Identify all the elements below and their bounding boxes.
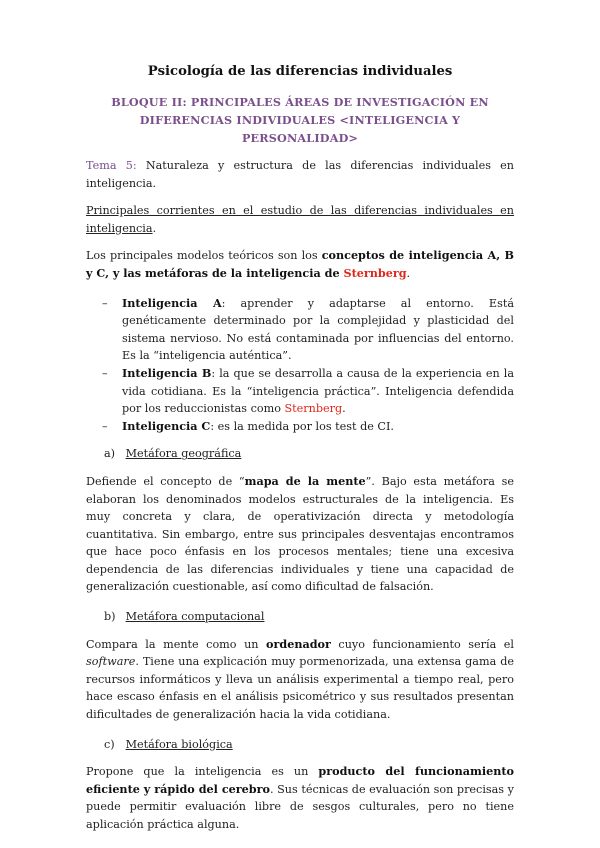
bloque-heading [86,93,514,147]
para-mid: cuyo funcionamiento sería el [330,637,514,651]
list-item [122,295,514,365]
tema-text: Naturaleza y estructura de las diferencias individuales en inteligencia. [86,159,515,190]
item-text: : aprender y adaptarse al entorno. Está genéticamente determinado por la complejidad y plasticidad del sistema nervioso. No está contaminada por influencias del entorno. Es la “inteligencia auténtica”. [122,296,514,363]
metaphor-title: Metáfora computacional [125,610,265,624]
metaphor-heading-a [86,445,514,463]
para-post: . Sus técnicas de evaluación son precisas y puede permitir evaluación libre de sesgos culturales, pero no tiene aplicación práctica alguna. [86,782,514,831]
metaphor-paragraph-c [86,763,514,833]
tema-label: Tema 5: [86,159,137,172]
document-title: Psicología de las diferencias individuales [147,64,453,79]
para-pre: Compara la mente como un [86,637,267,651]
metaphor-title: Metáfora biológica [125,737,233,751]
intro-author: Sternberg [343,265,407,280]
tema-line [86,157,514,192]
item-label: Inteligencia B [122,365,212,380]
metaphor-title: Metáfora geográfica [125,447,242,461]
intro-bold: conceptos de inteligencia A, B y C, y las metáforas de la inteligencia de [86,248,514,280]
item-label: Inteligencia A [122,295,222,310]
para-bold: mapa de la mente [244,473,366,488]
list-item [122,418,514,436]
para-post: ”. Bajo esta metáfora se elaboran los denominados modelos estructurales de la inteligencia. Es muy concreta y clara, de operativización directa y metodología cuantitativa. Sin embargo, entre sus principales desventajas encontramos que hace poco énfasis en los procesos mentales; tiene una excesiva dependencia de las diferencias individuales y tiene una capacidad de generalización cuestionable, así como dificultad de falsación. [86,474,514,594]
metaphor-letter: a) [104,447,116,461]
bloque-line-1: BLOQUE II: PRINCIPALES ÁREAS DE INVESTIGACIÓN EN [111,95,489,109]
para-bold: producto del funcionamiento eficiente y rápido del cerebro [86,764,514,796]
para-italic: software [86,655,136,669]
bloque-line-2: DIFERENCIAS INDIVIDUALES <INTELIGENCIA Y PERSONALIDAD> [139,113,461,145]
intro-paragraph [86,247,514,282]
metaphor-paragraph-a [86,473,514,596]
intro-post: . [406,266,411,280]
metaphor-heading-c [86,736,514,754]
intro-pre: Los principales modelos teóricos son los [86,249,322,263]
para-pre: Defiende el concepto de “ [86,474,245,488]
item-author: Sternberg [284,402,343,416]
section-heading-end: . [152,221,157,235]
para-pre: Propone que la inteligencia es un [86,765,319,779]
para-post: . Tiene una explicación muy pormenorizada, una extensa gama de recursos informáticos y lleva un análisis experimental a tiempo real, pero hace escaso énfasis en el análisis psicométrico y sus resultados presentan dificultades de generalización hacia la vida cotidiana. [86,655,514,722]
metaphor-letter: c) [104,737,115,751]
metaphor-paragraph-b [86,636,514,724]
item-end: . [342,402,346,416]
para-bold: ordenador [266,636,331,651]
item-text: : es la medida por los test de CI. [210,419,394,433]
metaphor-heading-b [86,608,514,626]
intelligence-list [86,295,514,436]
metaphor-letter: b) [104,610,116,624]
list-item [122,365,514,418]
section-heading [86,202,514,237]
section-heading-text: Principales corrientes en el estudio de las diferencias individuales en inteligencia [86,204,514,235]
document-page [86,64,514,846]
item-label: Inteligencia C [122,418,211,433]
item-text: : la que se desarrolla a causa de la experiencia en la vida cotidiana. Es la “inteligencia práctica”. Inteligencia defendida por los reduccionistas como [122,366,515,416]
